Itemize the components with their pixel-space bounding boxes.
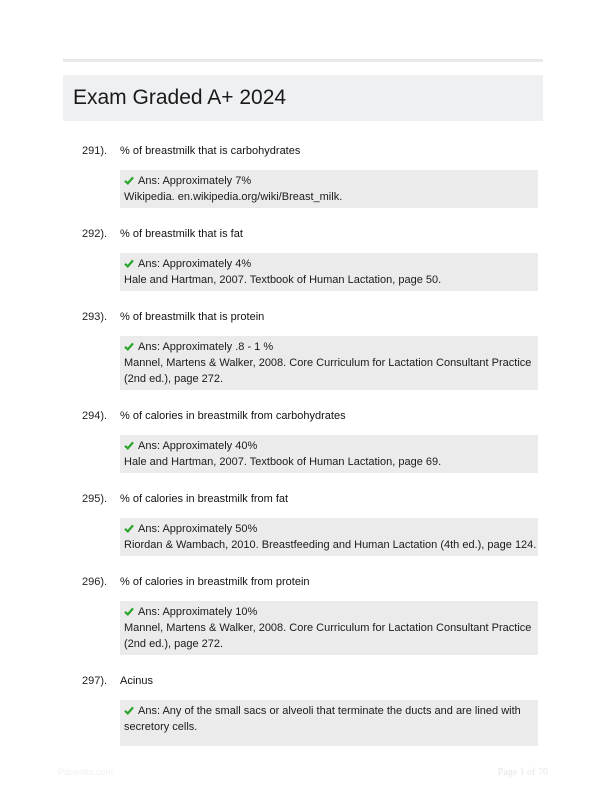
- answer-box: [120, 336, 538, 390]
- footer-site: Paperlibr.com: [58, 767, 114, 777]
- question-text: % of breastmilk that is protein: [120, 311, 265, 323]
- answer-text: Ans: Approximately 10%: [138, 606, 258, 618]
- answer-source: Wikipedia. en.wikipedia.org/wiki/Breast_milk.: [124, 191, 343, 203]
- question-number: 295).: [82, 493, 108, 505]
- answer-box: [120, 700, 538, 746]
- question-text: % of breastmilk that is fat: [120, 228, 243, 240]
- answer-box: [120, 170, 538, 208]
- page-number: Page 1 of 70: [497, 767, 548, 778]
- question-number: 296).: [82, 576, 108, 588]
- question-text: % of breastmilk that is carbohydrates: [120, 145, 301, 157]
- answer-box: [120, 435, 538, 473]
- answer-text: Ans: Approximately 50%: [138, 523, 258, 535]
- answer-box: [120, 518, 538, 556]
- question-text: % of calories in breastmilk from fat: [120, 493, 289, 505]
- answer-source: Riordan & Wambach, 2010. Breastfeeding and Human Lactation (4th ed.), page 124.: [124, 539, 537, 551]
- answer-text: Ans: Approximately 4%: [138, 258, 252, 270]
- question-number: 294).: [82, 410, 108, 422]
- check-icon: [124, 176, 134, 185]
- answer-text: Ans: Approximately 40%: [138, 440, 258, 452]
- check-icon: [124, 607, 134, 616]
- check-icon: [124, 342, 134, 351]
- question-text: Acinus: [120, 675, 154, 687]
- answer-text: Ans: Any of the small sacs or alveoli that terminate the ducts and are lined with secretory cells.: [124, 705, 521, 733]
- answer-source: Hale and Hartman, 2007. Textbook of Human Lactation, page 69.: [124, 456, 442, 468]
- check-icon: [124, 441, 134, 450]
- answer-box: [120, 601, 538, 655]
- check-icon: [124, 524, 134, 533]
- question-number: 291).: [82, 145, 108, 157]
- answer-text: Ans: Approximately 7%: [138, 175, 252, 187]
- top-divider: [63, 59, 543, 62]
- question-number: 292).: [82, 228, 108, 240]
- answer-text: Ans: Approximately .8 - 1 %: [138, 341, 274, 353]
- question-text: % of calories in breastmilk from carbohydrates: [120, 410, 346, 422]
- check-icon: [124, 706, 134, 715]
- question-number: 297).: [82, 675, 108, 687]
- question-number: 293).: [82, 311, 108, 323]
- check-icon: [124, 259, 134, 268]
- answer-box: [120, 253, 538, 291]
- page-title: Exam Graded A+ 2024: [73, 86, 287, 109]
- title-banner: [63, 75, 543, 121]
- question-text: % of calories in breastmilk from protein: [120, 576, 310, 588]
- answer-source: Mannel, Martens & Walker, 2008. Core Curriculum for Lactation Consultant Practice (2nd ed.), page 272.: [124, 357, 532, 385]
- answer-source: Hale and Hartman, 2007. Textbook of Human Lactation, page 50.: [124, 274, 442, 286]
- answer-source: Mannel, Martens & Walker, 2008. Core Curriculum for Lactation Consultant Practice (2nd ed.), page 272.: [124, 622, 532, 650]
